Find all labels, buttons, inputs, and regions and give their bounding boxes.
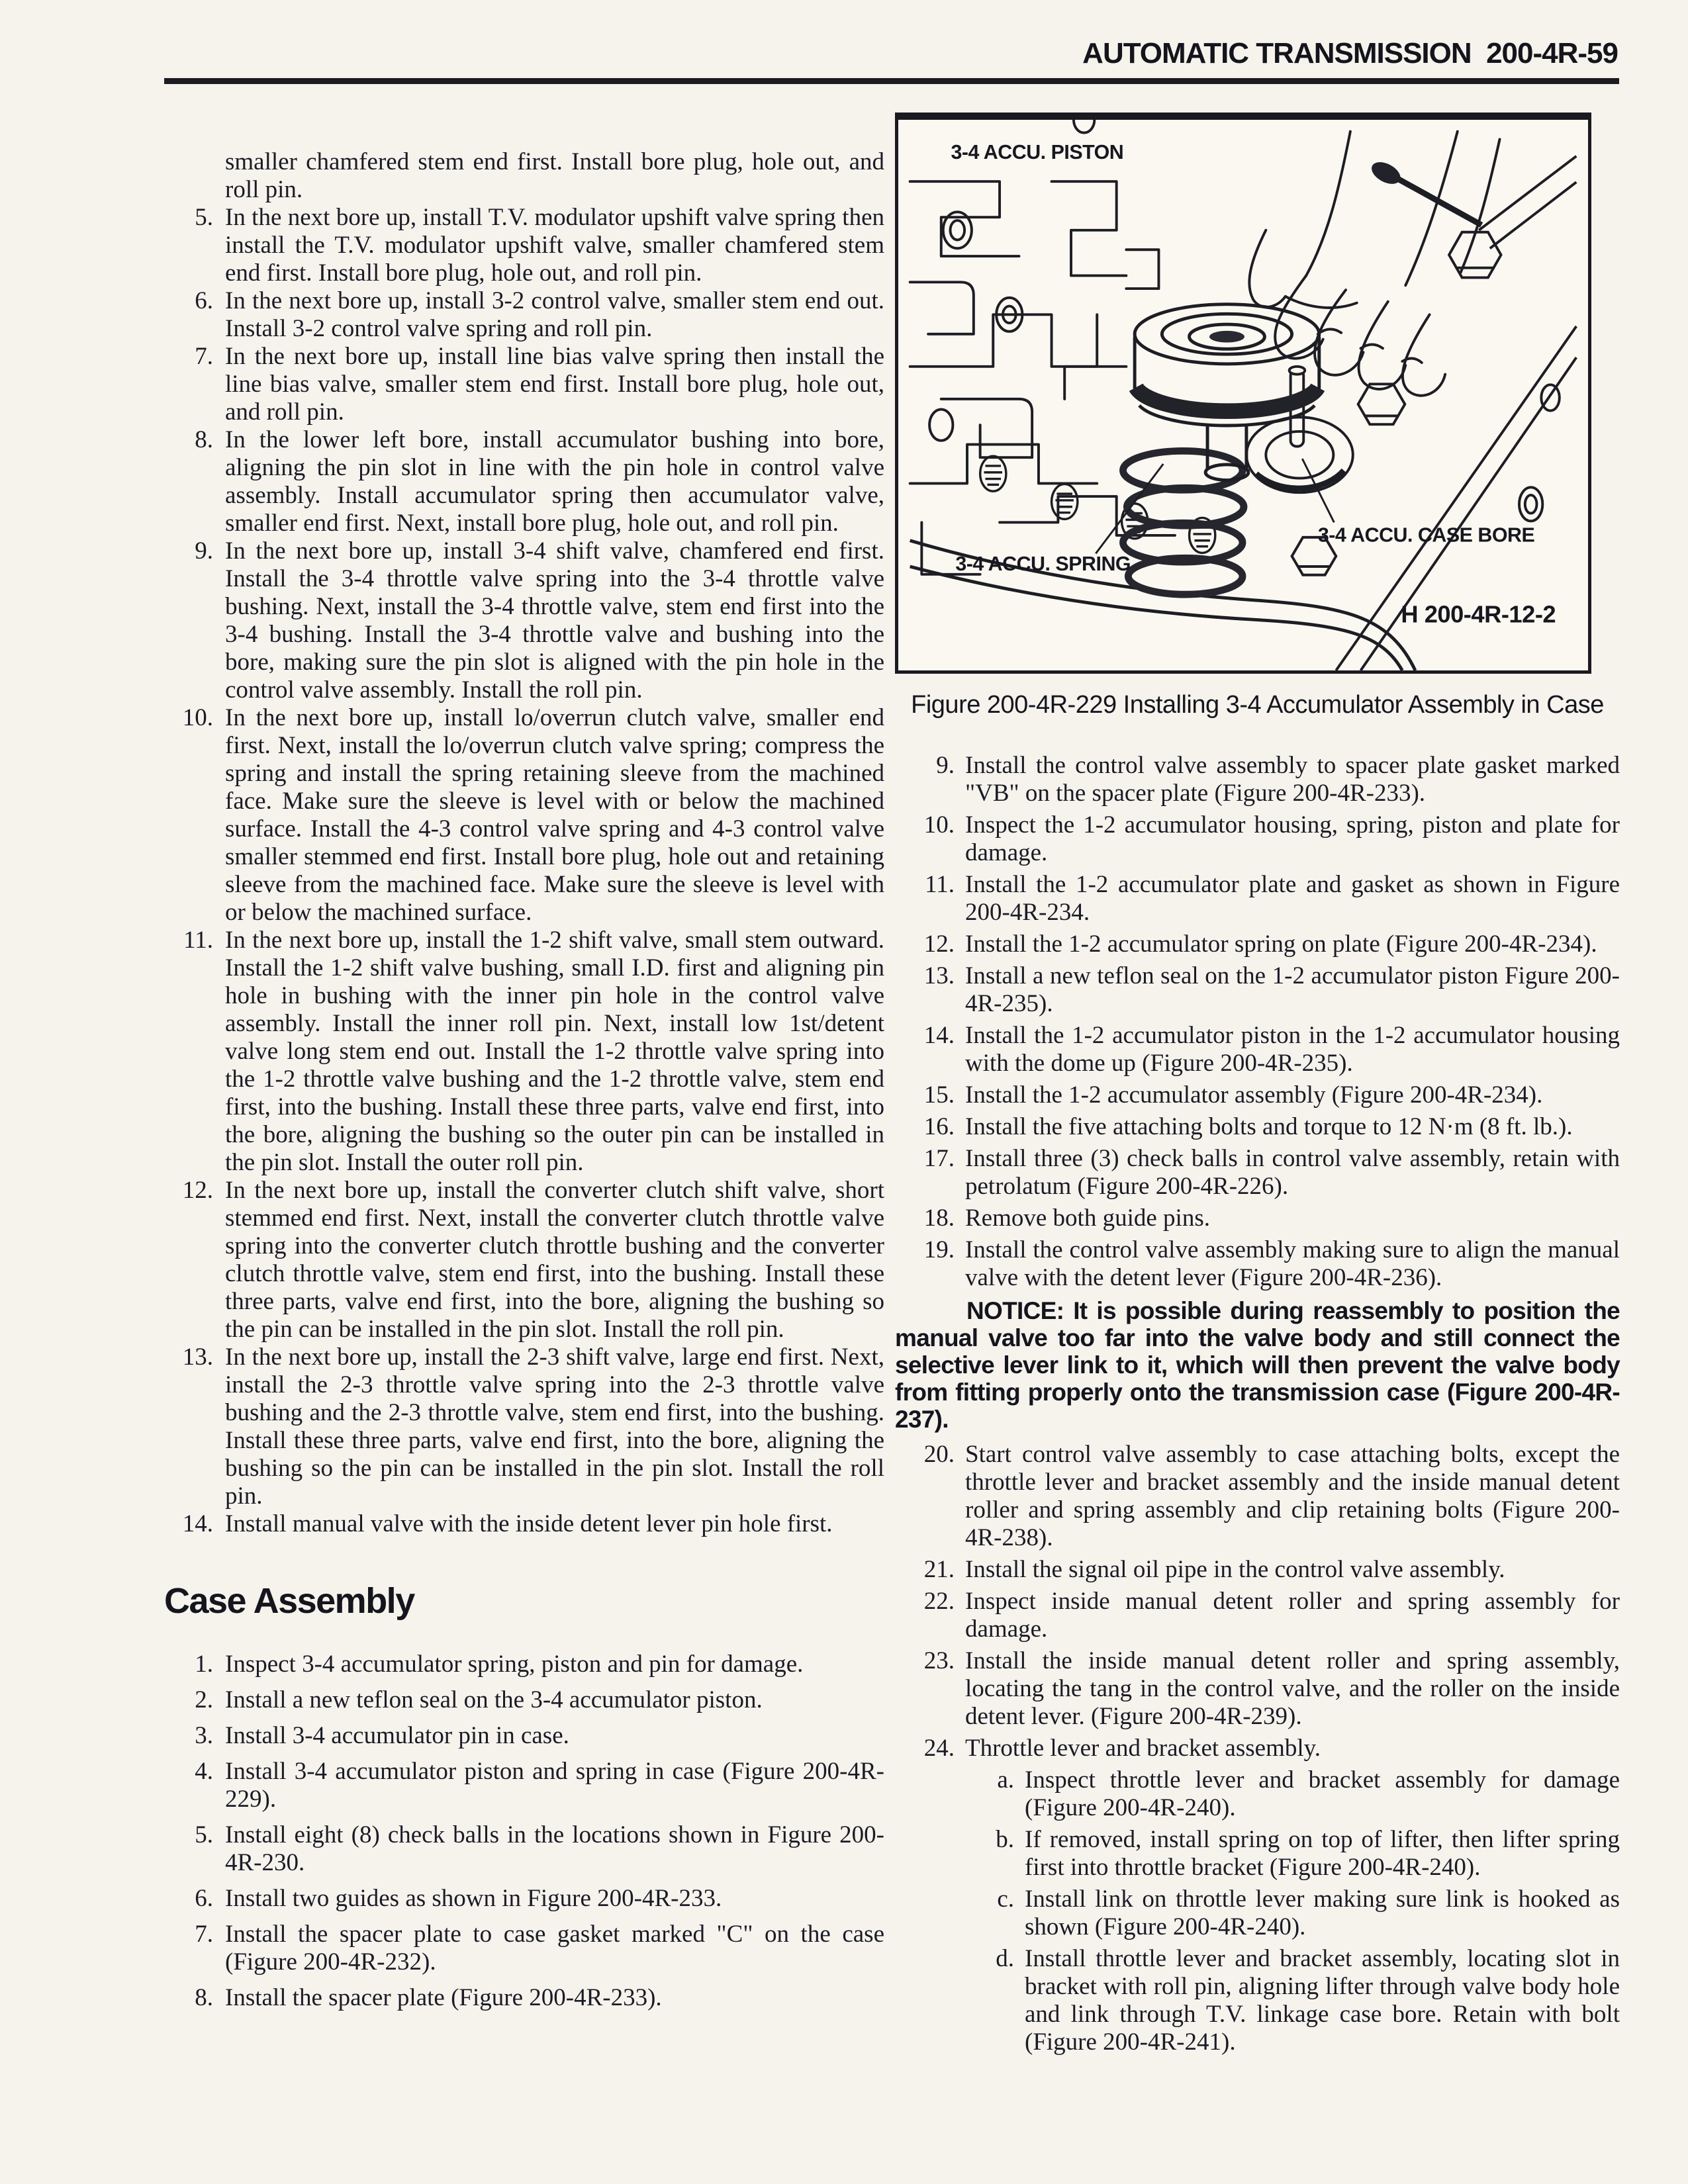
item-number: 11. [925, 871, 955, 898]
list-item [164, 426, 884, 537]
item-text: Install 3-4 accumulator piston and spring in case (Figure 200-4R-229). [225, 1758, 884, 1813]
item-text: In the next bore up, install the converter clutch shift valve, short stemmed end first. Next, install the converter clutch throttle valve spring into the converter clutch throttle bushing and the converter clutch throttle valve, stem end first, into the bushing. Install these three parts, valve end first, into the bore, aligning the bushing so the pin can be installed in the pin slot. Install the roll pin. [225, 1177, 884, 1343]
item-text: Install the five attaching bolts and torque to 12 N·m (8 ft. lb.). [965, 1113, 1573, 1140]
item-number: 14. [182, 1510, 213, 1537]
list-item [895, 1886, 1620, 1941]
item-text: Install two guides as shown in Figure 200-4R-233. [225, 1885, 722, 1912]
figure-illustration [895, 113, 1591, 674]
item-number: 6. [195, 1885, 213, 1912]
figure-label-case-bore: 3-4 ACCU. CASE BORE [1317, 523, 1535, 547]
item-number: 1. [195, 1651, 213, 1678]
list-item [164, 1758, 884, 1813]
list-item [164, 1177, 884, 1343]
item-text: Install the 1-2 accumulator plate and gasket as shown in Figure 200-4R-234. [965, 871, 1620, 926]
item-text: In the next bore up, install the 2-3 shift valve, large end first. Next, install the 2-3 throttle valve spring into the 2-3 throttle valve bushing and the 2-3 throttle valve, stem end first, into the bushing. Install these three parts, valve end first, into the bore, aligning the bushing so the pin can be installed in the pin slot. Install the roll pin. [225, 1343, 884, 1510]
item-number: d. [996, 1945, 1014, 1972]
item-text: Install the 1-2 accumulator spring on plate (Figure 200-4R-234). [965, 931, 1597, 958]
item-text: Install the spacer plate (Figure 200-4R-233). [225, 1984, 662, 2011]
check-ball-spring-holes [980, 456, 1215, 553]
item-text: Inspect inside manual detent roller and spring assembly for damage. [965, 1588, 1620, 1643]
item-number: 9. [936, 752, 955, 779]
list-item [164, 1821, 884, 1877]
item-number: 11. [183, 927, 213, 954]
item-text: In the next bore up, install 3-2 control valve, smaller stem end out. Install 3-2 control valve spring and roll pin. [225, 287, 884, 342]
list-item [164, 1510, 884, 1538]
list-item [895, 1556, 1620, 1584]
list-item [164, 1722, 884, 1750]
item-number: 7. [195, 343, 213, 370]
item-number: 10. [923, 811, 955, 839]
item-text: Install link on throttle lever making sure link is hooked as shown (Figure 200-4R-240). [1025, 1886, 1620, 1940]
item-number: 7. [195, 1921, 213, 1948]
hex-bolt-icon [1449, 232, 1501, 278]
item-text: Inspect throttle lever and bracket assembly for damage (Figure 200-4R-240). [1025, 1766, 1620, 1821]
list-item [895, 962, 1620, 1018]
list-item [895, 752, 1620, 807]
list-item [895, 1081, 1620, 1109]
item-number: 15. [923, 1081, 955, 1109]
item-number: 3. [195, 1722, 213, 1749]
list-item [895, 1145, 1620, 1201]
list-item [895, 1647, 1620, 1731]
item-text: Install three (3) check balls in control valve assembly, retain with petrolatum (Figure 200-4R-226). [965, 1145, 1620, 1200]
list-item [895, 1441, 1620, 1552]
list-item [164, 1885, 884, 1913]
figure-label-spring: 3-4 ACCU. SPRING [955, 552, 1131, 575]
item-text: Install 3-4 accumulator pin in case. [225, 1722, 569, 1749]
page-header: AUTOMATIC TRANSMISSION 200-4R-59 [1082, 37, 1618, 69]
item-number: 5. [195, 1821, 213, 1848]
item-text: Install eight (8) check balls in the locations shown in Figure 200-4R-230. [225, 1821, 884, 1876]
continuation-paragraph: smaller chamfered stem end first. Install bore plug, hole out, and roll pin. [225, 148, 884, 203]
item-number: 8. [195, 426, 213, 453]
list-item [164, 1651, 884, 1678]
item-number: 18. [923, 1205, 955, 1232]
item-text: Install throttle lever and bracket assembly, locating slot in bracket with roll pin, aligning lifter through valve body hole and link through T.V. linkage case bore. Retain with bolt (Figure 200-4R-241). [1025, 1945, 1620, 2056]
item-text: Install the 1-2 accumulator assembly (Figure 200-4R-234). [965, 1081, 1543, 1109]
case-assembly-list-part3 [895, 1441, 1620, 2056]
item-number: 24. [923, 1735, 955, 1762]
item-number: c. [997, 1886, 1014, 1913]
item-number: 6. [195, 287, 213, 314]
list-item [895, 871, 1620, 927]
list-item [895, 1205, 1620, 1232]
list-item [164, 704, 884, 927]
item-number: 19. [923, 1236, 955, 1263]
item-number: 8. [195, 1984, 213, 2011]
list-item [164, 537, 884, 704]
item-text: Install the spacer plate to case gasket marked "C" on the case (Figure 200-4R-232). [225, 1921, 884, 1976]
list-item [164, 204, 884, 287]
accumulator-assembly-drawing [898, 120, 1588, 670]
item-number: 13. [923, 962, 955, 989]
list-item [895, 1766, 1620, 1822]
item-number: 10. [182, 704, 213, 731]
list-item [895, 1236, 1620, 1292]
item-number: 2. [195, 1686, 213, 1713]
list-item [895, 811, 1620, 867]
section-heading-case-assembly: Case Assembly [164, 1581, 414, 1621]
right-column [895, 113, 1620, 2060]
item-text: In the next bore up, install T.V. modulator upshift valve spring then install the T.V. modulator upshift valve, smaller chamfered stem end first. Install bore plug, hole out, and roll pin. [225, 204, 884, 287]
item-text: Install a new teflon seal on the 3-4 accumulator piston. [225, 1686, 763, 1713]
item-number: 22. [923, 1588, 955, 1615]
list-item [164, 1921, 884, 1976]
item-text: In the next bore up, install the 1-2 shift valve, small stem outward. Install the 1-2 shift valve bushing, small I.D. first and aligning pin hole in bushing with the inner pin hole in the control valve assembly. Install the inner roll pin. Next, install low 1st/detent valve long stem end out. Install the 1-2 throttle valve spring into the 1-2 throttle valve bushing and the 1-2 throttle valve, stem end first, into the bushing. Install these three parts, valve end first, into the bore, aligning the bushing so the outer pin can be installed in the pin slot. Install the outer roll pin. [225, 927, 884, 1176]
item-text: In the lower left bore, install accumulator bushing into bore, aligning the pin slot in line with the pin hole in control valve assembly. Install accumulator spring then accumulator valve, smaller end first. Next, install bore plug, hole out, and roll pin. [225, 426, 884, 537]
item-text: Install manual valve with the inside detent lever pin hole first. [225, 1510, 833, 1537]
item-text: Inspect the 1-2 accumulator housing, spring, piston and plate for damage. [965, 811, 1620, 866]
item-number: 20. [923, 1441, 955, 1468]
item-text: Install the control valve assembly making sure to align the manual valve with the detent lever (Figure 200-4R-236). [965, 1236, 1620, 1291]
item-text: Remove both guide pins. [965, 1205, 1210, 1232]
list-item [164, 927, 884, 1177]
list-item [164, 1686, 884, 1714]
accumulator-spring-coils [1123, 451, 1243, 594]
list-item [895, 1826, 1620, 1882]
figure-caption: Figure 200-4R-229 Installing 3-4 Accumulator Assembly in Case [911, 691, 1604, 719]
item-number: 12. [182, 1177, 213, 1204]
case-rails-and-bolts [1292, 156, 1577, 670]
item-text: Inspect 3-4 accumulator spring, piston and pin for damage. [225, 1651, 804, 1678]
item-number: 12. [923, 931, 955, 958]
item-text: In the next bore up, install 3-4 shift valve, chamfered end first. Install the 3-4 throttle valve spring into the 3-4 throttle valve bushing. Next, install the 3-4 throttle valve, stem end first into the 3-4 bushing. Install the 3-4 throttle valve and bushing into the bore, making sure the pin slot is aligned with the pin hole in the control valve assembly. Install the roll pin. [225, 537, 884, 704]
item-text: Start control valve assembly to case attaching bolts, except the throttle lever and bracket assembly and the inside manual detent roller and spring assembly and clip retaining bolts (Figure 200-4R-238). [965, 1441, 1620, 1551]
item-number: 5. [195, 204, 213, 231]
item-number: 21. [923, 1556, 955, 1583]
case-assembly-list-part2 [895, 752, 1620, 1292]
item-number: 23. [923, 1647, 955, 1674]
item-text: In the next bore up, install lo/overrun clutch valve, smaller end first. Next, install the lo/overrun clutch valve spring; compress the spring and install the spring retaining sleeve from the machined face. Make sure the sleeve is level with or below the machined surface. Install the 4-3 control valve spring and 4-3 control valve smaller stemmed end first. Install bore plug, hole out and retaining sleeve from the machined face. Make sure the sleeve is level with or below the machined surface. [225, 704, 884, 926]
item-text: Install the signal oil pipe in the control valve assembly. [965, 1556, 1505, 1583]
figure-label-piston-icon-text: 3-4 ACCU. PISTON [951, 140, 1124, 163]
list-item [895, 1113, 1620, 1141]
list-item [895, 1588, 1620, 1643]
item-number: b. [996, 1826, 1014, 1853]
list-item [164, 1984, 884, 2012]
item-number: 17. [923, 1145, 955, 1172]
list-item [164, 343, 884, 426]
item-text: In the next bore up, install line bias valve spring then install the line bias valve, smaller stem end first. Install bore plug, hole out, and roll pin. [225, 343, 884, 426]
item-text: Install the inside manual detent roller and spring assembly, locating the tang in the control valve, and the roller on the inside detent lever. (Figure 200-4R-239). [965, 1647, 1620, 1730]
case-assembly-procedure-list [164, 1651, 884, 2012]
header-divider [164, 78, 1619, 84]
item-text: Install the 1-2 accumulator piston in the 1-2 accumulator housing with the dome up (Figure 200-4R-235). [965, 1022, 1620, 1077]
list-item [164, 1343, 884, 1510]
list-item [895, 931, 1620, 958]
figure-reference-code: H 200-4R-12-2 [1401, 600, 1556, 628]
list-item [164, 287, 884, 343]
item-number: 14. [923, 1022, 955, 1049]
item-text: Install the control valve assembly to spacer plate gasket marked "VB" on the spacer plate (Figure 200-4R-233). [965, 752, 1620, 807]
bolt-head-dark [1368, 158, 1404, 188]
item-text: If removed, install spring on top of lifter, then lifter spring first into throttle bracket (Figure 200-4R-240). [1025, 1826, 1620, 1881]
left-column [164, 148, 884, 2020]
list-item [895, 1735, 1620, 1762]
item-number: 16. [923, 1113, 955, 1140]
list-item [895, 1022, 1620, 1077]
item-number: 13. [182, 1343, 213, 1371]
notice-paragraph: NOTICE: It is possible during reassembly to position the manual valve too far into the valve body and still connect the selective lever link to it, which will then prevent the valve body from fitting properly onto the transmission case (Figure 200-4R-237). [895, 1297, 1620, 1433]
valve-body-procedure-list [164, 204, 884, 1538]
item-number: a. [997, 1766, 1014, 1794]
item-text: Throttle lever and bracket assembly. [965, 1735, 1321, 1762]
list-item [895, 1945, 1620, 2056]
item-text: Install a new teflon seal on the 1-2 accumulator piston Figure 200-4R-235). [965, 962, 1620, 1017]
item-number: 4. [195, 1758, 213, 1785]
item-number: 9. [195, 537, 213, 565]
